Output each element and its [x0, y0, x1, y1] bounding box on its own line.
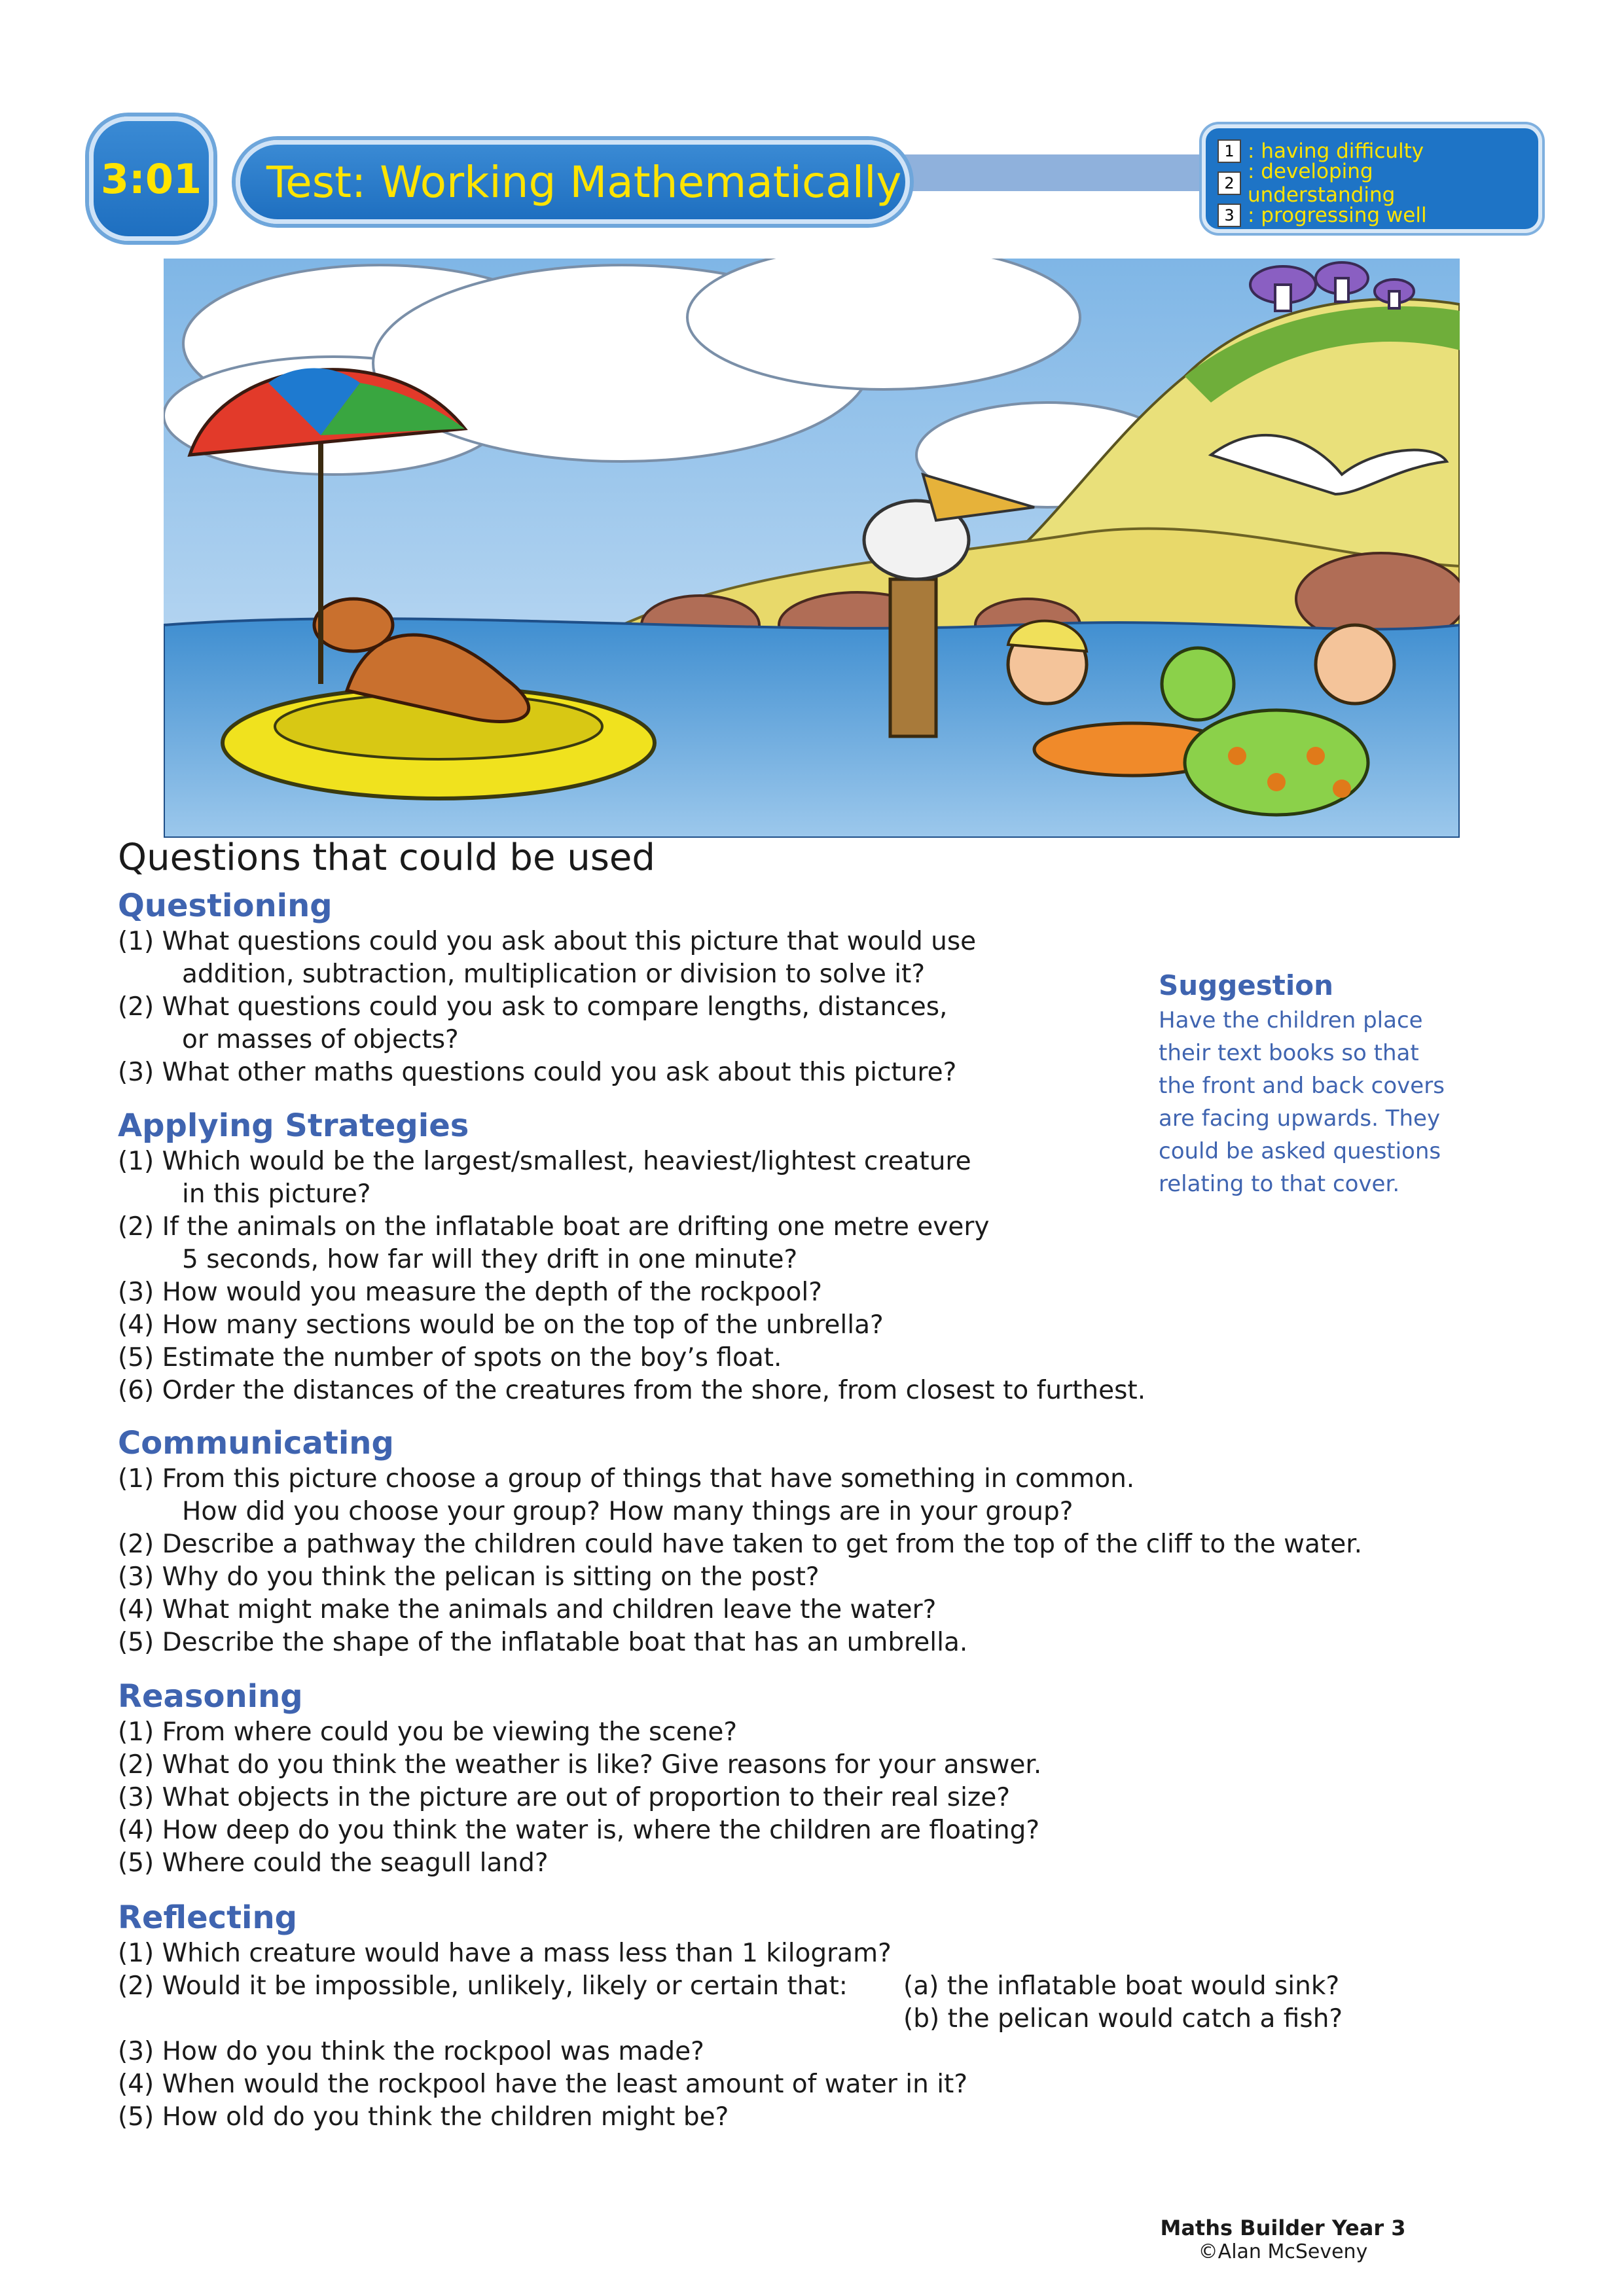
suggestion-line: are facing upwards. They — [1159, 1105, 1441, 1132]
question-item: (4) How many sections would be on the top of the unbrella? — [118, 1310, 884, 1340]
header-bar — [877, 154, 1244, 191]
question-item-continued: How did you choose your group? How many things are in your group? — [182, 1497, 1074, 1526]
reasoning-section — [118, 1677, 1427, 1880]
question-item: (3) How do you think the rockpool was made? — [118, 2037, 704, 2066]
question-item: (2) What do you think the weather is like? Give reasons for your answer. — [118, 1750, 1042, 1780]
question-item: (5) Estimate the number of spots on the boy’s float. — [118, 1343, 782, 1372]
question-item-continued: addition, subtraction, multiplication or division to solve it? — [182, 960, 926, 989]
question-item: (5) How old do you think the children might be? — [118, 2102, 729, 2132]
question-item-continued: or masses of objects? — [182, 1025, 459, 1054]
section-heading: Questions that could be used — [118, 836, 655, 879]
question-item: (2) Would it be impossible, unlikely, likely or certain that: — [118, 1971, 848, 2001]
legend-number: 1 — [1218, 139, 1241, 163]
question-item: (3) What other maths questions could you ask about this picture? — [118, 1058, 957, 1087]
question-item: (2) If the animals on the inflatable boat are drifting one metre every — [118, 1212, 990, 1242]
question-item: (4) How deep do you think the water is, where the children are floating? — [118, 1816, 1040, 1845]
question-item: (1) Which would be the largest/smallest, heaviest/lightest creature — [118, 1147, 971, 1176]
question-item: (4) When would the rockpool have the least amount of water in it? — [118, 2070, 968, 2099]
book-title: Maths Builder Year 3 — [1160, 2215, 1406, 2240]
question-item: (2) What questions could you ask to compare lengths, distances, — [118, 992, 948, 1022]
question-item: (4) What might make the animals and children leave the water? — [118, 1595, 937, 1624]
question-item: (5) Describe the shape of the inflatable boat that has an umbrella. — [118, 1628, 968, 1657]
question-subitem: (a) the inflatable boat would sink? — [903, 1971, 1340, 2001]
question-item: (1) From where could you be viewing the scene? — [118, 1717, 738, 1747]
legend-label: : progressing well — [1248, 203, 1427, 227]
page-title: Test: Working Mathematically — [236, 140, 910, 224]
applying-strategies-section — [118, 1106, 1427, 1407]
question-item: (3) What objects in the picture are out of proportion to their real size? — [118, 1783, 1011, 1812]
question-item-continued: in this picture? — [182, 1179, 371, 1209]
legend-number: 2 — [1218, 171, 1241, 195]
reflecting-section — [118, 1898, 1427, 2134]
suggestion-line: could be asked questions — [1159, 1138, 1441, 1164]
beach-scene-image — [164, 259, 1460, 838]
reasoning-title: Reasoning — [118, 1678, 303, 1715]
difficulty-legend — [1202, 124, 1542, 233]
unit-code: 3:01 — [89, 117, 213, 241]
question-item: (3) How would you measure the depth of the rockpool? — [118, 1278, 822, 1307]
question-item: (3) Why do you think the pelican is sitting on the post? — [118, 1562, 820, 1592]
suggestion-line: Have the children place — [1159, 1007, 1423, 1033]
reflecting-title: Reflecting — [118, 1899, 298, 1936]
question-subitem: (b) the pelican would catch a fish? — [903, 2004, 1343, 2034]
communicating-section — [118, 1424, 1427, 1659]
question-item: (5) Where could the seagull land? — [118, 1848, 549, 1878]
legend-label: : having difficulty — [1248, 139, 1424, 163]
beach-illustration — [164, 259, 1460, 838]
legend-number: 3 — [1218, 204, 1241, 227]
question-item: (2) Describe a pathway the children could have taken to get from the top of the cliff to the water. — [118, 1530, 1363, 1559]
question-item-continued: 5 seconds, how far will they drift in one minute? — [182, 1245, 798, 1274]
suggestion-title: Suggestion — [1159, 969, 1333, 1001]
copyright: ©Alan McSeveny — [1198, 2240, 1368, 2263]
suggestion-line: their text books so that — [1159, 1040, 1419, 1066]
page-footer — [1080, 2215, 1486, 2263]
question-item: (6) Order the distances of the creatures from the shore, from closest to furthest. — [118, 1376, 1146, 1405]
legend-label: : developing understanding — [1247, 159, 1396, 207]
suggestion-line: the front and back covers — [1159, 1073, 1445, 1099]
applying-strategies-title: Applying Strategies — [118, 1107, 469, 1144]
question-item: (1) Which creature would have a mass less than 1 kilogram? — [118, 1939, 892, 1968]
questioning-title: Questioning — [118, 888, 333, 924]
question-item: (1) From this picture choose a group of things that have something in common. — [118, 1464, 1135, 1494]
suggestion-line: relating to that cover. — [1159, 1171, 1400, 1197]
communicating-title: Communicating — [118, 1425, 394, 1462]
question-item: (1) What questions could you ask about this picture that would use — [118, 927, 977, 956]
legend-item-2 — [1218, 159, 1526, 207]
